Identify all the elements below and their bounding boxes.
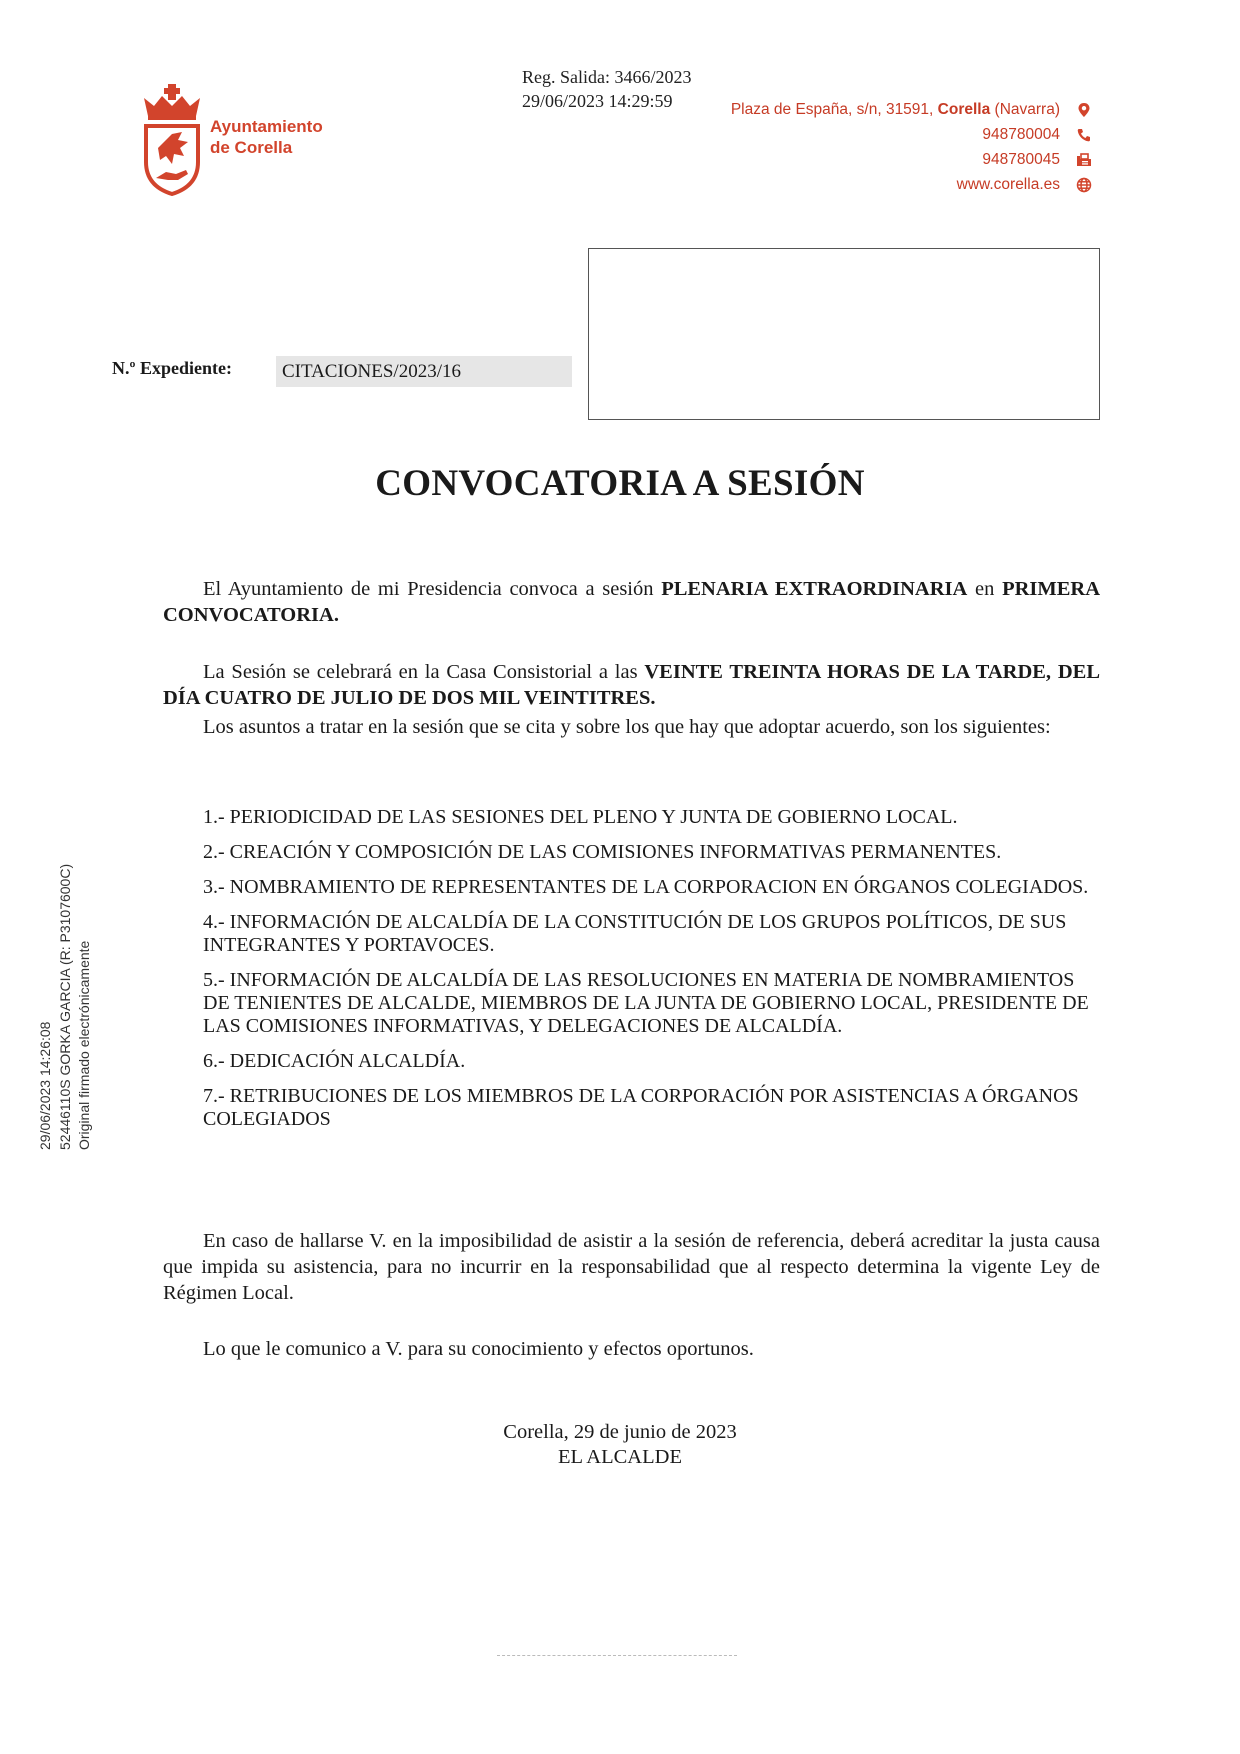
contact-web bbox=[731, 172, 1092, 197]
paragraph-absence-notice: En caso de hallarse V. en la imposibilidad de asistir a la sesión de referencia, deberá acreditar la justa causa que impida su asistencia, para no incurrir en la responsabilidad que al respecto determina la vigente Ley de Régimen Local. bbox=[163, 1230, 1100, 1304]
agenda-item: 3.- NOMBRAMIENTO DE REPRESENTANTES DE LA CORPORACION EN ÓRGANOS COLEGIADOS. bbox=[203, 876, 1089, 898]
esign-datetime: 29/06/2023 14:26:08 bbox=[37, 1021, 53, 1150]
p2-text: La Sesión se celebrará en la Casa Consistorial a las bbox=[203, 661, 645, 683]
p1-connector: en bbox=[967, 578, 1003, 600]
corella-coat-of-arms-logo bbox=[142, 82, 202, 196]
paragraph-agenda-intro: Los asuntos a tratar en la sesión que se cita y sobre los que hay que adoptar acuerdo, son los siguientes: bbox=[203, 716, 1051, 738]
contact-block bbox=[731, 97, 1092, 197]
agenda-item: 4.- INFORMACIÓN DE ALCALDÍA DE LA CONSTITUCIÓN DE LOS GRUPOS POLÍTICOS, DE SUS INTEGRANTES Y PORTAVOCES. bbox=[203, 911, 1067, 956]
contact-address bbox=[731, 97, 1092, 122]
brand-line2: de Corella bbox=[210, 138, 293, 157]
brand-name bbox=[210, 116, 323, 158]
contact-phone bbox=[731, 122, 1092, 147]
session-type: PLENARIA EXTRAORDINARIA bbox=[661, 578, 968, 600]
electronic-signature-stamp bbox=[36, 864, 95, 1150]
phone-icon bbox=[1076, 127, 1092, 143]
agenda-item: 5.- INFORMACIÓN DE ALCALDÍA DE LAS RESOLUCIONES EN MATERIA DE NOMBRAMIENTOS DE TENIENTES DE ALCALDE, MIEMBROS DE LA JUNTA DE GOBIERNO LOCAL, PRESIDENTE DE LAS COMISIONES INFORMATIVAS, Y DELEGACIONES DE ALCALDÍA. bbox=[203, 969, 1089, 1037]
fax-number: 948780045 bbox=[982, 150, 1060, 168]
paragraph-closing: Lo que le comunico a V. para su conocimiento y efectos oportunos. bbox=[203, 1338, 754, 1360]
footer-divider bbox=[497, 1655, 737, 1656]
website-link[interactable]: www.corella.es bbox=[956, 175, 1060, 193]
esign-signer: 52446110S GORKA GARCIA (R: P3107600C) bbox=[56, 863, 73, 1150]
address-city: Corella bbox=[937, 100, 991, 118]
agenda-item: 2.- CREACIÓN Y COMPOSICIÓN DE LAS COMISIONES INFORMATIVAS PERMANENTES. bbox=[203, 841, 1002, 863]
address-text: Plaza de España, s/n, 31591, bbox=[730, 100, 938, 118]
paragraph-convocation bbox=[163, 576, 1100, 628]
reg-datetime: 29/06/2023 14:29:59 bbox=[522, 91, 673, 111]
phone-number: 948780004 bbox=[982, 125, 1060, 143]
document-title: CONVOCATORIA A SESIÓN bbox=[375, 463, 865, 504]
contact-fax bbox=[731, 147, 1092, 172]
agenda-item: 6.- DEDICACIÓN ALCALDÍA. bbox=[203, 1050, 466, 1072]
paragraph-schedule bbox=[163, 659, 1100, 711]
address-region: (Navarra) bbox=[990, 100, 1060, 118]
p1-text: El Ayuntamiento de mi Presidencia convoca a sesión bbox=[203, 578, 662, 600]
session-datetime: VEINTE TREINTA HORAS DE LA TARDE, DEL DÍA CUATRO DE JULIO DE DOS MIL VEINTITRES. bbox=[163, 661, 1100, 709]
signer-role: EL ALCALDE bbox=[558, 1446, 682, 1468]
globe-icon bbox=[1076, 177, 1092, 193]
address-window-box bbox=[588, 248, 1100, 420]
agenda-list bbox=[203, 806, 1103, 1143]
place-date: Corella, 29 de junio de 2023 bbox=[503, 1421, 737, 1443]
esign-note: Original firmado electrónicamente bbox=[76, 940, 92, 1150]
brand-line1: Ayuntamiento bbox=[210, 117, 323, 136]
map-pin-icon bbox=[1076, 102, 1092, 118]
registration-stamp bbox=[522, 65, 692, 113]
expediente-label: N.º Expediente: bbox=[112, 358, 232, 378]
agenda-item: 7.- RETRIBUCIONES DE LOS MIEMBROS DE LA CORPORACIÓN POR ASISTENCIAS A ÓRGANOS COLEGIADOS bbox=[203, 1085, 1079, 1130]
convocation-type: PRIMERA CONVOCATORIA. bbox=[163, 578, 1100, 626]
reg-number: Reg. Salida: 3466/2023 bbox=[522, 67, 692, 87]
expediente-value: CITACIONES/2023/16 bbox=[276, 356, 572, 387]
fax-icon bbox=[1076, 152, 1092, 168]
agenda-item: 1.- PERIODICIDAD DE LAS SESIONES DEL PLENO Y JUNTA DE GOBIERNO LOCAL. bbox=[203, 806, 958, 828]
signature-block bbox=[0, 1420, 1240, 1470]
